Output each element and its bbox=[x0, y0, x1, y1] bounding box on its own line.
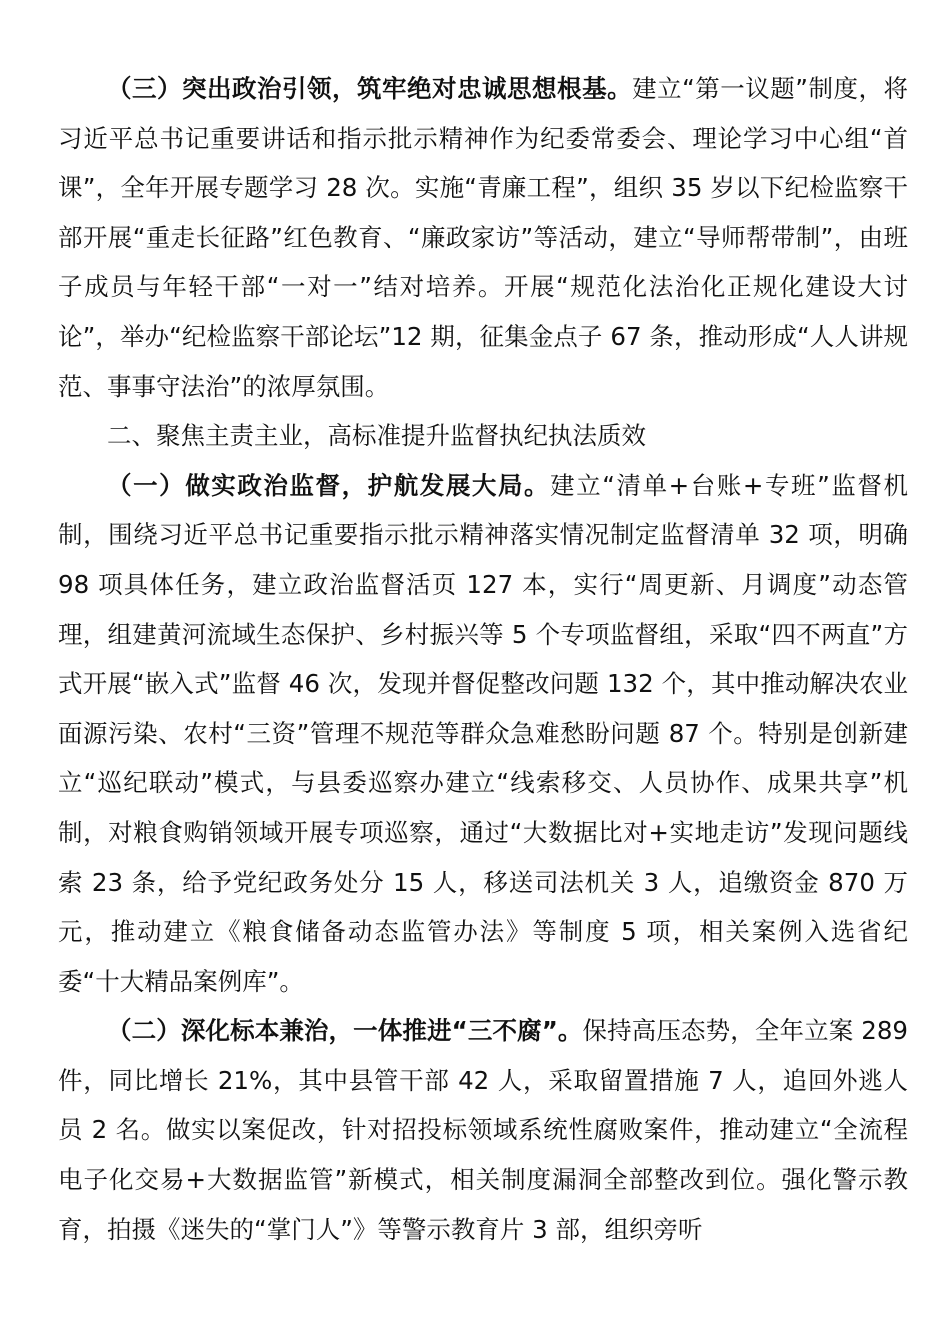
paragraph-heading: （三）突出政治引领，筑牢绝对忠诚思想根基。 bbox=[107, 74, 633, 103]
paragraph-political-supervision bbox=[58, 461, 908, 1007]
paragraph-body: 建立“第一议题”制度，将习近平总书记重要讲话和指示批示精神作为纪委常委会、理论学习中心组“首课”，全年开展专题学习 28 次。实施“青廉工程”，组织 35 岁以下纪检监察干部开展“重走长征路”红色教育、“廉政家访”等活动，建立“导师帮带制”，由班子成员与年轻干部“一对一”结对培养。开展“规范化法治化正规化建设大讨论”，举办“纪检监察干部论坛”12 期，征集金点子 67 条，推动形成“人人讲规范、事事守法治”的浓厚氛围。 bbox=[58, 74, 908, 401]
paragraph-political-leadership bbox=[58, 64, 908, 411]
paragraph-three-no-corruption bbox=[58, 1006, 908, 1254]
document-page bbox=[58, 64, 908, 1254]
paragraph-heading: （二）深化标本兼治，一体推进“三不腐”。 bbox=[107, 1016, 583, 1046]
section-heading bbox=[58, 411, 908, 461]
paragraph-heading: （一）做实政治监督，护航发展大局。 bbox=[107, 470, 551, 500]
paragraph-body: 建立“清单+台账+专班”监督机制，围绕习近平总书记重要指示批示精神落实情况制定监督清单 32 项，明确 98 项具体任务，建立政治监督活页 127 本，实行“周更新、月调度”动态管理，组建黄河流域生态保护、乡村振兴等 5 个专项监督组，采取“四不两直”方式开展“嵌入式”监督 46 次，发现并督促整改问题 132 个，其中推动解决农业面源污染、农村“三资”管理不规范等群众急难愁盼问题 87 个。特别是创新建立“巡纪联动”模式，与县委巡察办建立“线索移交、人员协作、成果共享”机制，对粮食购销领域开展专项巡察，通过“大数据比对+实地走访”发现问题线索 23 条，给予党纪政务处分 15 人，移送司法机关 3 人，追缴资金 870 万元，推动建立《粮食储备动态监管办法》等制度 5 项，相关案例入选省纪委“十大精品案例库”。 bbox=[58, 470, 908, 996]
section-heading-text: 二、聚焦主责主业，高标准提升监督执纪执法质效 bbox=[107, 421, 646, 451]
paragraph-body: 保持高压态势，全年立案 289 件，同比增长 21%，其中县管干部 42 人，采取留置措施 7 人，追回外逃人员 2 名。做实以案促改，针对招投标领域系统性腐败案件，推动建立“全流程电子化交易+大数据监管”新模式，相关制度漏洞全部整改到位。强化警示教育，拍摄《迷失的“掌门人”》等警示教育片 3 部，组织旁听 bbox=[58, 1016, 908, 1244]
